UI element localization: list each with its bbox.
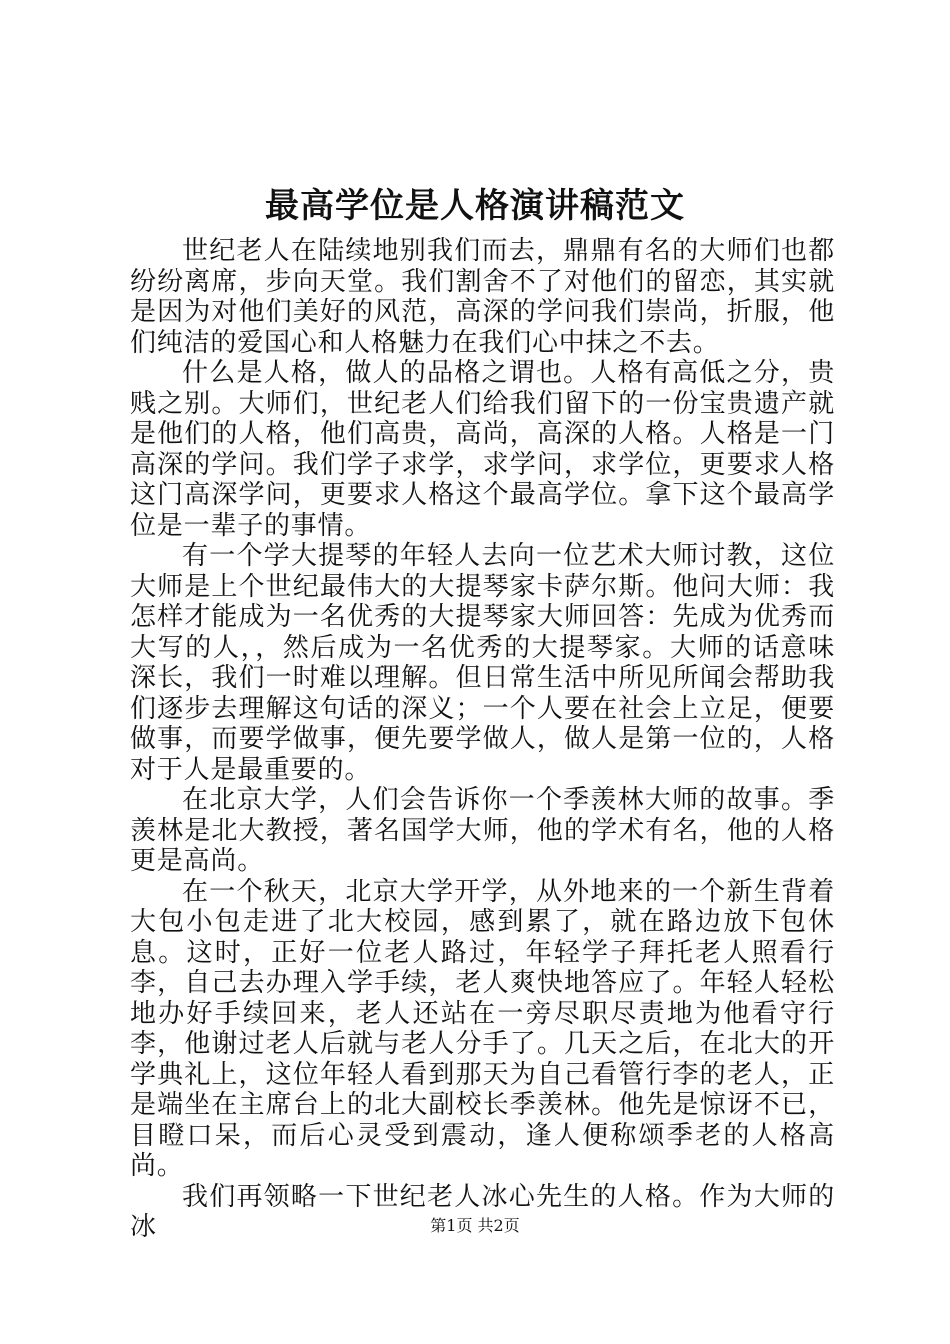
paragraph: 什么是人格，做人的品格之谓也。人格有高低之分，贵贱之别。大师们，世纪老人们给我们留下的一份宝贵遗产就是他们的人格，他们高贵，高尚，高深的人格。人格是一门高深的学问。我们学子求学，求学问，求学位，更要求人格这门高深学问，更要求人格这个最高学位。拿下这个最高学位是一辈子的事情。 (130, 358, 835, 541)
paragraph: 在北京大学，人们会告诉你一个季羡林大师的故事。季羡林是北大教授，著名国学大师，他的学术有名，他的人格更是高尚。 (130, 785, 835, 876)
page-footer: 第1页 共2页 (430, 1216, 520, 1235)
document-body (130, 236, 835, 1243)
paragraph: 我们再领略一下世纪老人冰心先生的人格。作为大师的冰 (130, 1181, 835, 1242)
paragraph: 有一个学大提琴的年轻人去向一位艺术大师讨教，这位大师是上个世纪最伟大的大提琴家卡萨尔斯。他问大师：我怎样才能成为一名优秀的大提琴家大师回答：先成为优秀而大写的人，，然后成为一名优秀的大提琴家。大师的话意味深长，我们一时难以理解。但日常生活中所见所闻会帮助我们逐步去理解这句话的深义；一个人要在社会上立足，便要做事，而要学做事，便先要学做人，做人是第一位的，人格对于人是最重要的。 (130, 541, 835, 785)
paragraph: 世纪老人在陆续地别我们而去，鼎鼎有名的大师们也都纷纷离席，步向天堂。我们割舍不了对他们的留恋，其实就是因为对他们美好的风范，高深的学问我们崇尚，折服，他们纯洁的爱国心和人格魅力在我们心中抹之不去。 (130, 236, 835, 358)
paragraph: 在一个秋天，北京大学开学，从外地来的一个新生背着大包小包走进了北大校园，感到累了，就在路边放下包休息。这时，正好一位老人路过，年轻学子拜托老人照看行李，自己去办理入学手续，老人爽快地答应了。年轻人轻松地办好手续回来，老人还站在一旁尽职尽责地为他看守行李，他谢过老人后就与老人分手了。几天之后，在北大的开学典礼上，这位年轻人看到那天为自己看管行李的老人，正是端坐在主席台上的北大副校长季羡林。他先是惊讶不已，目瞪口呆，而后心灵受到震动，逢人便称颂季老的人格高尚。 (130, 876, 835, 1181)
document-title: 最高学位是人格演讲稿范文 (265, 186, 685, 226)
